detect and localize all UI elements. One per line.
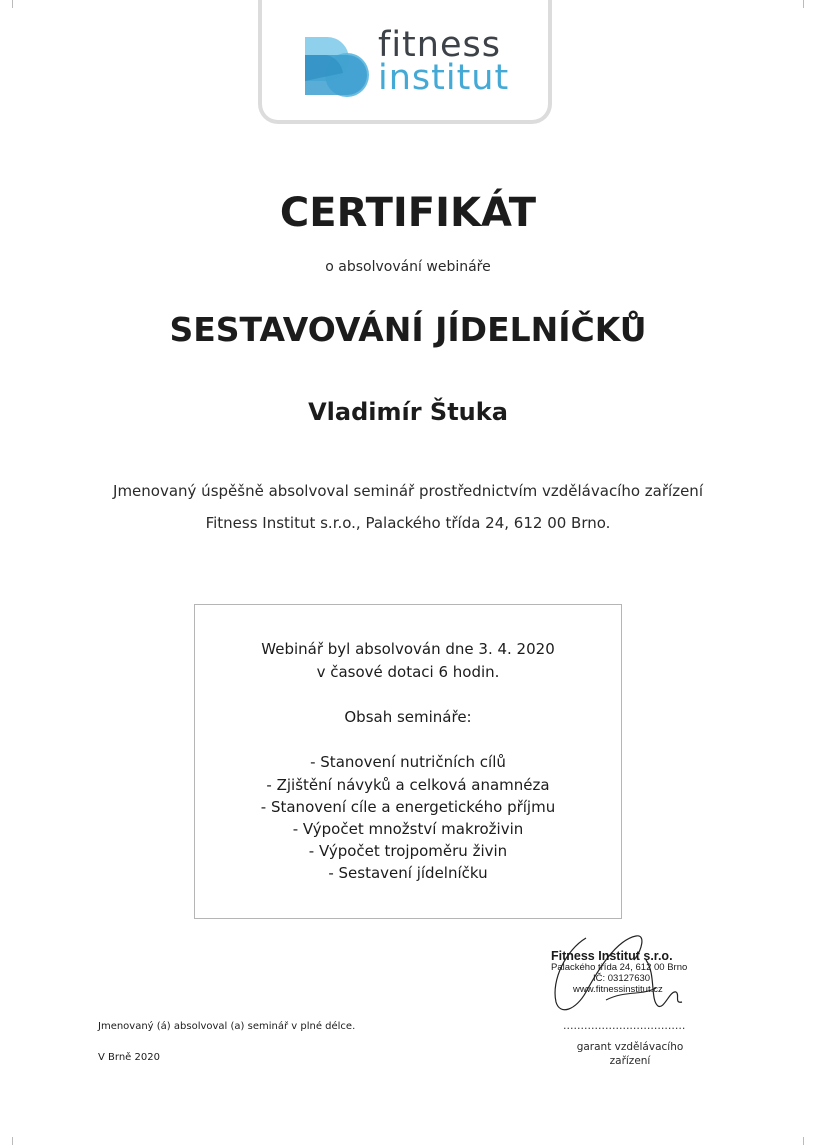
content-item: - Výpočet trojpoměru živin bbox=[308, 842, 508, 860]
place-year: V Brně 2020 bbox=[98, 1052, 160, 1063]
description-line-2: Fitness Institut s.r.o., Palackého třída 24, 612 00 Brno. bbox=[205, 514, 611, 532]
description-line-1: Jmenovaný úspěšně absolvoval seminář prostřednictvím vzdělávacího zařízení bbox=[113, 482, 703, 500]
logo-line-institut: institut bbox=[378, 58, 510, 98]
content-item: - Stanovení cíle a energetického příjmu bbox=[260, 798, 556, 816]
details-box bbox=[194, 604, 622, 919]
stamp-web: www.fitnessinstitut.cz bbox=[573, 984, 663, 995]
content-heading: Obsah semináře: bbox=[344, 708, 472, 726]
content-item: - Zjištění návyků a celková anamnéza bbox=[266, 776, 550, 794]
crop-mark-bottom-right bbox=[803, 1137, 804, 1145]
content-item: - Výpočet množství makroživin bbox=[292, 820, 524, 838]
stamp-address: Palackého třída 24, 612 00 Brno bbox=[551, 962, 688, 973]
stamp-ic: IČ: 03127630 bbox=[593, 973, 651, 984]
garant-label: garant vzdělávacího zařízení bbox=[576, 1041, 684, 1067]
completion-note: Jmenovaný (á) absolvoval (a) seminář v plné délce. bbox=[98, 1021, 356, 1032]
duration: v časové dotaci 6 hodin. bbox=[316, 663, 500, 681]
content-item: - Sestavení jídelníčku bbox=[328, 864, 488, 882]
logo-line-fitness: fitness bbox=[378, 25, 501, 65]
crop-mark-bottom-left bbox=[12, 1137, 13, 1145]
completion-date: Webinář byl absolvován dne 3. 4. 2020 bbox=[261, 640, 555, 658]
signature-line: ................................... bbox=[563, 1019, 686, 1032]
fitness-institut-logo-icon bbox=[303, 33, 371, 99]
participant-name: Vladimír Štuka bbox=[308, 398, 508, 426]
certificate-title: CERTIFIKÁT bbox=[279, 190, 537, 236]
certificate-subtitle: o absolvování webináře bbox=[325, 259, 491, 275]
crop-mark-top-left bbox=[12, 0, 13, 8]
course-name: SESTAVOVÁNÍ JÍDELNÍČKŮ bbox=[169, 310, 647, 349]
content-item: - Stanovení nutričních cílů bbox=[310, 753, 506, 771]
stamp-company: Fitness Institut s.r.o. bbox=[551, 949, 673, 963]
company-stamp bbox=[551, 949, 687, 995]
logo-wordmark bbox=[378, 25, 510, 98]
crop-mark-top-right bbox=[803, 0, 804, 8]
